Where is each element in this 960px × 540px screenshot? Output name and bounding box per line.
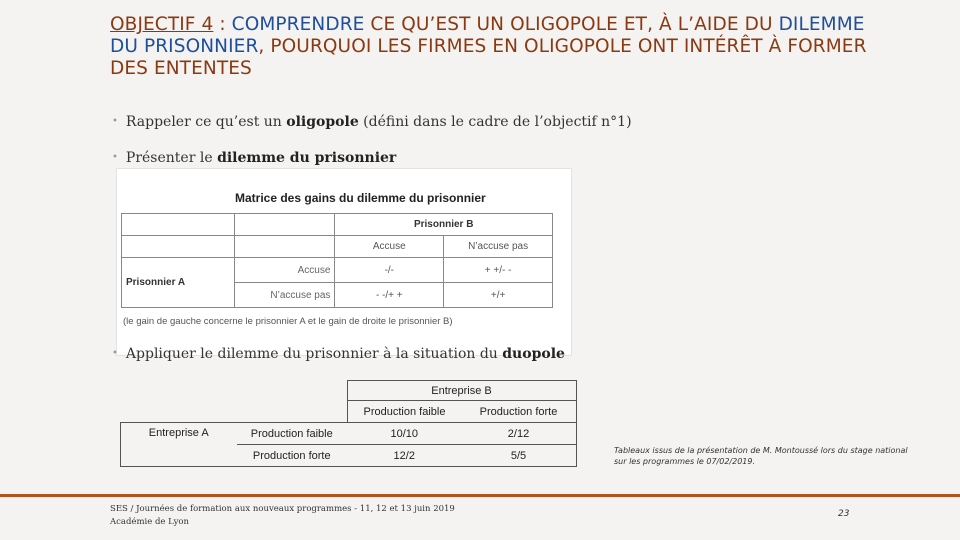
matrix-note: (le gain de gauche concerne le prisonnier A et le gain de droite le prisonnier B) (123, 316, 453, 327)
matrix-title: Matrice des gains du dilemme du prisonnier (235, 191, 486, 205)
matrix-row-header: Accuse (234, 258, 334, 283)
matrix-col-header: Accuse (335, 236, 444, 258)
bullet-3 (112, 346, 565, 362)
matrix-col-header: N’accuse pas (444, 236, 553, 258)
footer-line-2: Académie de Lyon (110, 517, 190, 527)
bullet-dot-icon: • (112, 116, 118, 127)
title-lead: OBJECTIF 4 (110, 14, 214, 35)
matrix-cell: +/+ (444, 283, 553, 308)
duo-row-header: Production forte (237, 445, 348, 467)
matrix-empty-cell (234, 214, 334, 236)
bullet-1-bold: oligopole (286, 114, 359, 130)
duo-empty-cell (121, 401, 237, 423)
matrix-cell: -/- (335, 258, 444, 283)
slide-title (110, 14, 870, 80)
duo-empty-cell (121, 381, 237, 401)
source-caption: Tableaux issus de la présentation de M. Montoussé lors du stage national sur les programmes le 07/02/2019. (614, 446, 908, 466)
matrix-empty-cell (234, 236, 334, 258)
bullet-1-text-end: (défini dans le cadre de l’objectif n°1) (358, 114, 632, 130)
title-part-1: COMPRENDRE (231, 14, 365, 35)
title-part-3: DILEMME DU PRISONNIER (110, 14, 865, 57)
bullet-1-text: Rappeler ce qu’est un (125, 114, 287, 130)
bullet-2 (112, 150, 396, 166)
bullet-2-text: Présenter le (125, 150, 218, 166)
matrix-col-group: Prisonnier B (335, 214, 553, 236)
matrix-empty-cell (122, 214, 235, 236)
duo-col-group: Entreprise B (347, 381, 576, 401)
bullet-2-bold: dilemme du prisonnier (217, 150, 397, 166)
matrix-row-group: Prisonnier A (122, 258, 235, 308)
duo-col-header: Production faible (347, 401, 462, 423)
bullet-dot-icon: • (112, 152, 118, 163)
prisoner-matrix-image (116, 168, 572, 356)
matrix-row-header: N’accuse pas (234, 283, 334, 308)
bullet-dot-icon: • (112, 348, 118, 359)
matrix-empty-cell (122, 236, 235, 258)
duo-cell: 10/10 (347, 423, 462, 445)
page-number: 23 (838, 509, 850, 519)
duo-cell: 12/2 (347, 445, 462, 467)
title-part-2: CE QU’EST UN OLIGOPOLE ET, À L’AIDE DU (364, 14, 779, 35)
duo-cell: 5/5 (462, 445, 577, 467)
matrix-cell: + +/- - (444, 258, 553, 283)
duopoly-table (120, 380, 577, 467)
duo-row-group: Entreprise A (121, 423, 237, 467)
duo-empty-cell (237, 381, 348, 401)
footer-line-1: SES / Journées de formation aux nouveaux programmes - 11, 12 et 13 juin 2019 (110, 504, 455, 514)
footer (110, 503, 455, 529)
bullet-1 (112, 114, 632, 130)
prisoner-matrix-table (121, 213, 553, 308)
bullet-3-bold: duopole (502, 346, 565, 362)
matrix-cell: - -/+ + (335, 283, 444, 308)
duo-empty-cell (237, 401, 348, 423)
title-part-4: , POURQUOI LES FIRMES EN OLIGOPOLE ONT INTÉRÊT À FORMER DES ENTENTES (110, 36, 867, 79)
title-separator: : (213, 14, 232, 35)
duo-row-header: Production faible (237, 423, 348, 445)
duo-cell: 2/12 (462, 423, 577, 445)
bullet-3-text: Appliquer le dilemme du prisonnier à la situation du (125, 346, 503, 362)
footer-divider (0, 494, 960, 497)
duo-col-header: Production forte (462, 401, 577, 423)
